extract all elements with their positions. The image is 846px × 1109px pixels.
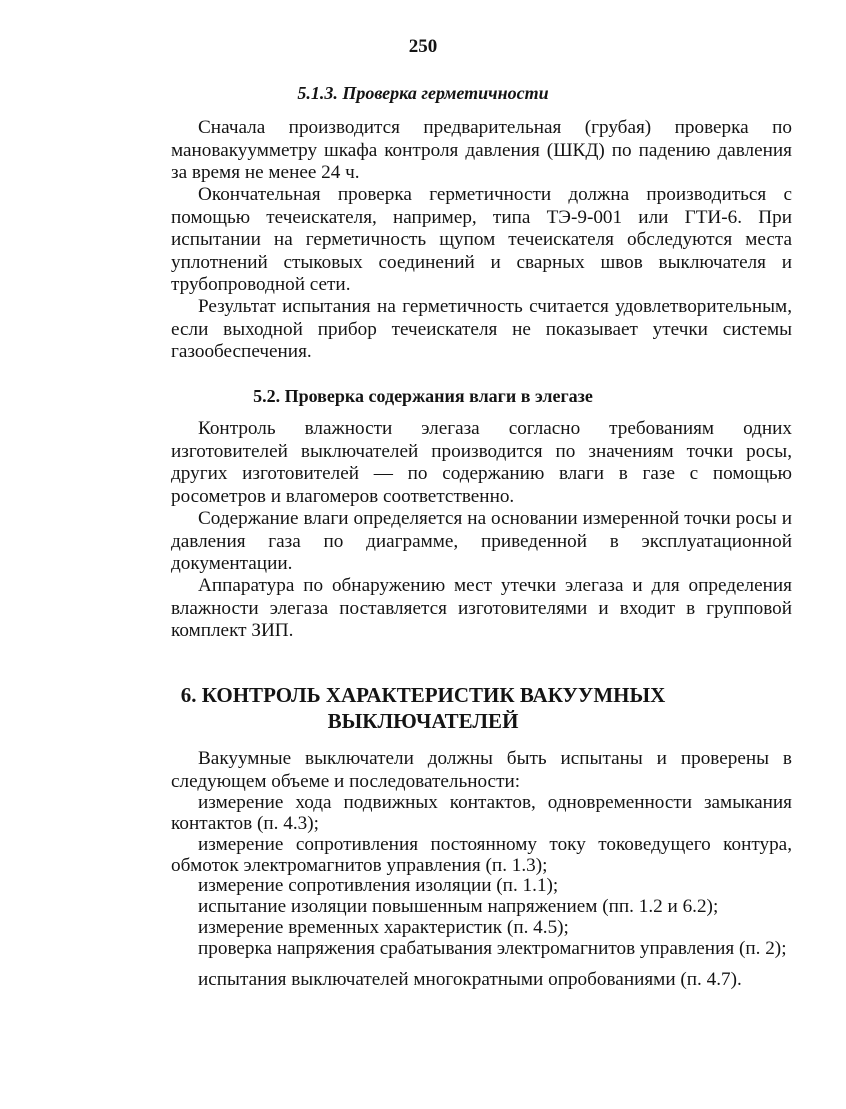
chapter-6-list-item-5: измерение временных характеристик (п. 4.5); bbox=[198, 917, 569, 938]
section-5-1-3-paragraph-3: Результат испытания на герметичность считается удовлетворительным, если выходной прибор течеискателя не показывает утечки системы газообеспечения. bbox=[171, 296, 792, 363]
section-5-1-3-paragraph-2: Окончательная проверка герметичности должна производиться с помощью течеискателя, например, типа ТЭ-9-001 или ГТИ-6. При испытании на герметичность щупом течеискателя обследуются места уплотнений стыковых соединений и сварных швов выключателя и трубопроводной сети. bbox=[171, 184, 792, 296]
section-5-2-heading: 5.2. Проверка содержания влаги в элегазе bbox=[253, 386, 593, 406]
section-5-1-3-heading: 5.1.3. Проверка герметичности bbox=[297, 83, 549, 103]
chapter-6-heading bbox=[0, 682, 846, 734]
chapter-6-list-item-4: испытание изоляции повышенным напряжением (пп. 1.2 и 6.2); bbox=[198, 896, 719, 917]
chapter-6-list-item-7: испытания выключателей многократными опробованиями (п. 4.7). bbox=[198, 969, 742, 990]
chapter-6-list-item-2: измерение сопротивления постоянному току токоведущего контура, обмоток электромагнитов управления (п. 1.3); bbox=[171, 834, 792, 877]
section-5-2-paragraph-2: Содержание влаги определяется на основании измеренной точки росы и давления газа по диаграмме, приведенной в эксплуатационной документации. bbox=[171, 508, 792, 575]
chapter-6-list-item-1: измерение хода подвижных контактов, одновременности замыкания контактов (п. 4.3); bbox=[171, 792, 792, 835]
page-number: 250 bbox=[408, 36, 438, 57]
chapter-6-list-item-3: измерение сопротивления изоляции (п. 1.1); bbox=[198, 875, 559, 896]
section-5-2-paragraph-1: Контроль влажности элегаза согласно требованиям одних изготовителей выключателей производится по значениям точки росы, других изготовителей — по содержанию влаги в газе с помощью росометров и влагомеров соответственно. bbox=[171, 418, 792, 507]
section-5-1-3-paragraph-1: Сначала производится предварительная (грубая) проверка по мановакуумметру шкафа контроля давления (ШКД) по падению давления за время не менее 24 ч. bbox=[171, 117, 792, 184]
chapter-6-list-item-6: проверка напряжения срабатывания электромагнитов управления (п. 2); bbox=[198, 938, 787, 959]
chapter-6-intro: Вакуумные выключатели должны быть испытаны и проверены в следующем объеме и последовательности: bbox=[171, 748, 792, 792]
chapter-6-heading-line-1: 6. КОНТРОЛЬ ХАРАКТЕРИСТИК ВАКУУМНЫХ bbox=[180, 683, 666, 707]
chapter-6-heading-line-2: ВЫКЛЮЧАТЕЛЕЙ bbox=[327, 709, 519, 733]
section-5-2-paragraph-3: Аппаратура по обнаружению мест утечки элегаза и для определения влажности элегаза поставляется изготовителями и входит в групповой комплект ЗИП. bbox=[171, 575, 792, 642]
